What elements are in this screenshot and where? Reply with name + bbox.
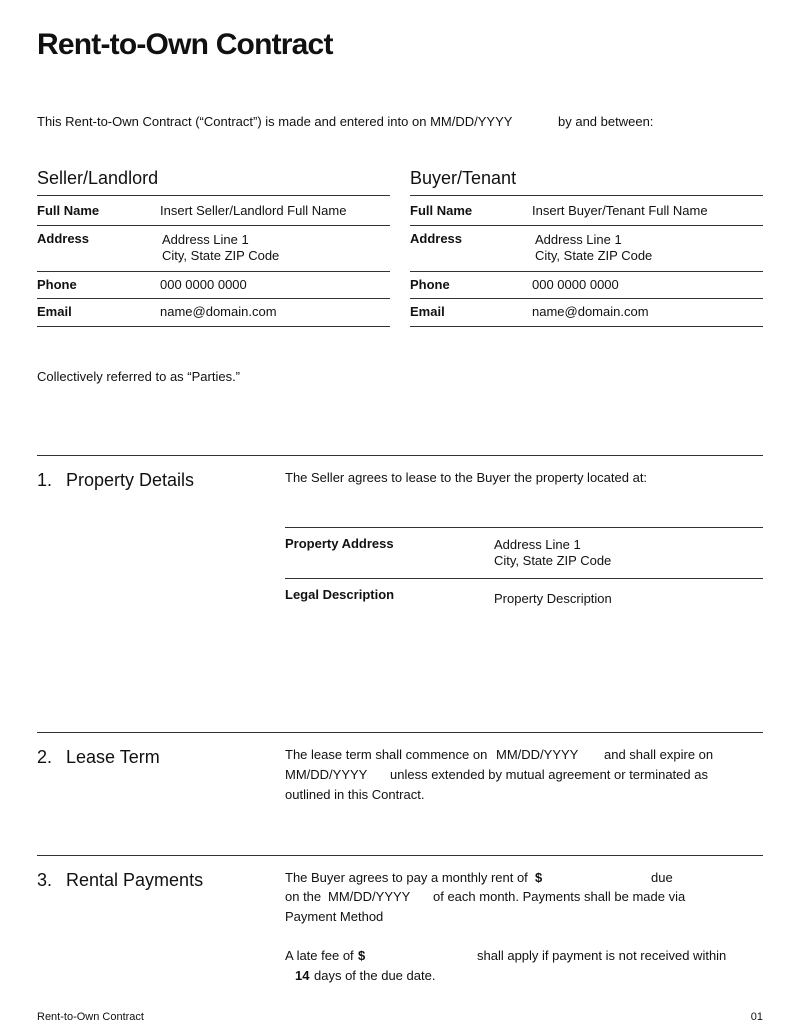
intro-before: This Rent-to-Own Contract (“Contract”) is made and entered into on <box>37 114 427 129</box>
divider <box>285 578 763 579</box>
footer-title: Rent-to-Own Contract <box>37 1011 144 1023</box>
section-1-text: The Seller agrees to lease to the Buyer the property located at: <box>285 470 648 485</box>
lease-text: outlined in this Contract. <box>285 787 425 802</box>
seller-heading: Seller/Landlord <box>37 168 159 188</box>
page-title: Rent-to-Own Contract <box>37 28 333 61</box>
buyer-fullname-field[interactable]: Insert Buyer/Tenant Full Name <box>532 203 708 218</box>
section-divider <box>37 455 763 456</box>
seller-fullname-field[interactable]: Insert Seller/Landlord Full Name <box>160 203 347 218</box>
late-fee-text: shall apply if payment is not received within <box>477 948 727 963</box>
lease-end-date-field[interactable]: MM/DD/YYYY <box>285 767 368 782</box>
section-3-title: Rental Payments <box>66 870 204 890</box>
divider <box>37 326 390 327</box>
section-2-title: Lease Term <box>66 747 160 767</box>
buyer-address-line2[interactable]: City, State ZIP Code <box>535 248 653 263</box>
late-fee-field[interactable]: $ <box>358 948 366 963</box>
intro-text <box>37 114 654 130</box>
payment-method-field[interactable]: Payment Method <box>285 909 384 924</box>
buyer-phone-field[interactable]: 000 0000 0000 <box>532 277 619 292</box>
section-divider <box>37 732 763 733</box>
buyer-heading: Buyer/Tenant <box>410 168 517 188</box>
monthly-rent-field[interactable]: $ <box>535 870 543 885</box>
section-divider <box>37 855 763 856</box>
late-fee-text: days of the due date. <box>314 968 436 983</box>
divider <box>285 527 763 528</box>
buyer-phone-label: Phone <box>410 277 450 292</box>
property-address-line2[interactable]: City, State ZIP Code <box>494 553 612 568</box>
intro-after: by and between: <box>558 114 654 129</box>
legal-description-field[interactable]: Property Description <box>494 591 612 606</box>
section-2-number: 2. <box>37 747 53 767</box>
seller-phone-field[interactable]: 000 0000 0000 <box>160 277 247 292</box>
rent-text: The Buyer agrees to pay a monthly rent of <box>285 870 528 885</box>
lease-start-date-field[interactable]: MM/DD/YYYY <box>496 747 579 762</box>
seller-email-field[interactable]: name@domain.com <box>160 304 277 319</box>
buyer-address-label: Address <box>410 231 463 246</box>
seller-phone-label: Phone <box>37 277 77 292</box>
lease-text: and shall expire on <box>604 747 714 762</box>
seller-email-label: Email <box>37 304 72 319</box>
divider <box>37 195 390 196</box>
seller-address-line2[interactable]: City, State ZIP Code <box>162 248 280 263</box>
buyer-fullname-label: Full Name <box>410 203 473 218</box>
page-number: 01 <box>750 1011 763 1023</box>
legal-description-label: Legal Description <box>285 587 395 602</box>
divider <box>37 225 390 226</box>
buyer-address-line1[interactable]: Address Line 1 <box>535 232 622 247</box>
parties-note: Collectively referred to as “Parties.” <box>37 369 241 384</box>
buyer-email-label: Email <box>410 304 445 319</box>
rent-due-date-field[interactable]: MM/DD/YYYY <box>328 889 411 904</box>
seller-address-label: Address <box>37 231 90 246</box>
rent-text: due <box>651 870 673 885</box>
divider <box>410 298 763 299</box>
buyer-email-field[interactable]: name@domain.com <box>532 304 649 319</box>
rent-text: of each month. Payments shall be made via <box>433 889 686 904</box>
property-address-label: Property Address <box>285 536 394 551</box>
lease-text: unless extended by mutual agreement or terminated as <box>390 767 708 782</box>
lease-text: The lease term shall commence on <box>285 747 488 762</box>
section-1-title: Property Details <box>66 470 195 490</box>
seller-fullname-label: Full Name <box>37 203 100 218</box>
contract-date-field[interactable]: MM/DD/YYYY <box>430 114 513 129</box>
section-3-number: 3. <box>37 870 53 890</box>
divider <box>37 298 390 299</box>
rent-text: on the <box>285 889 322 904</box>
section-1-number: 1. <box>37 470 53 490</box>
grace-days-field[interactable]: 14 <box>295 968 310 983</box>
divider <box>410 195 763 196</box>
divider <box>410 271 763 272</box>
property-address-line1[interactable]: Address Line 1 <box>494 537 581 552</box>
divider <box>37 271 390 272</box>
divider <box>410 326 763 327</box>
seller-address-line1[interactable]: Address Line 1 <box>162 232 249 247</box>
divider <box>410 225 763 226</box>
late-fee-text: A late fee of <box>285 948 354 963</box>
